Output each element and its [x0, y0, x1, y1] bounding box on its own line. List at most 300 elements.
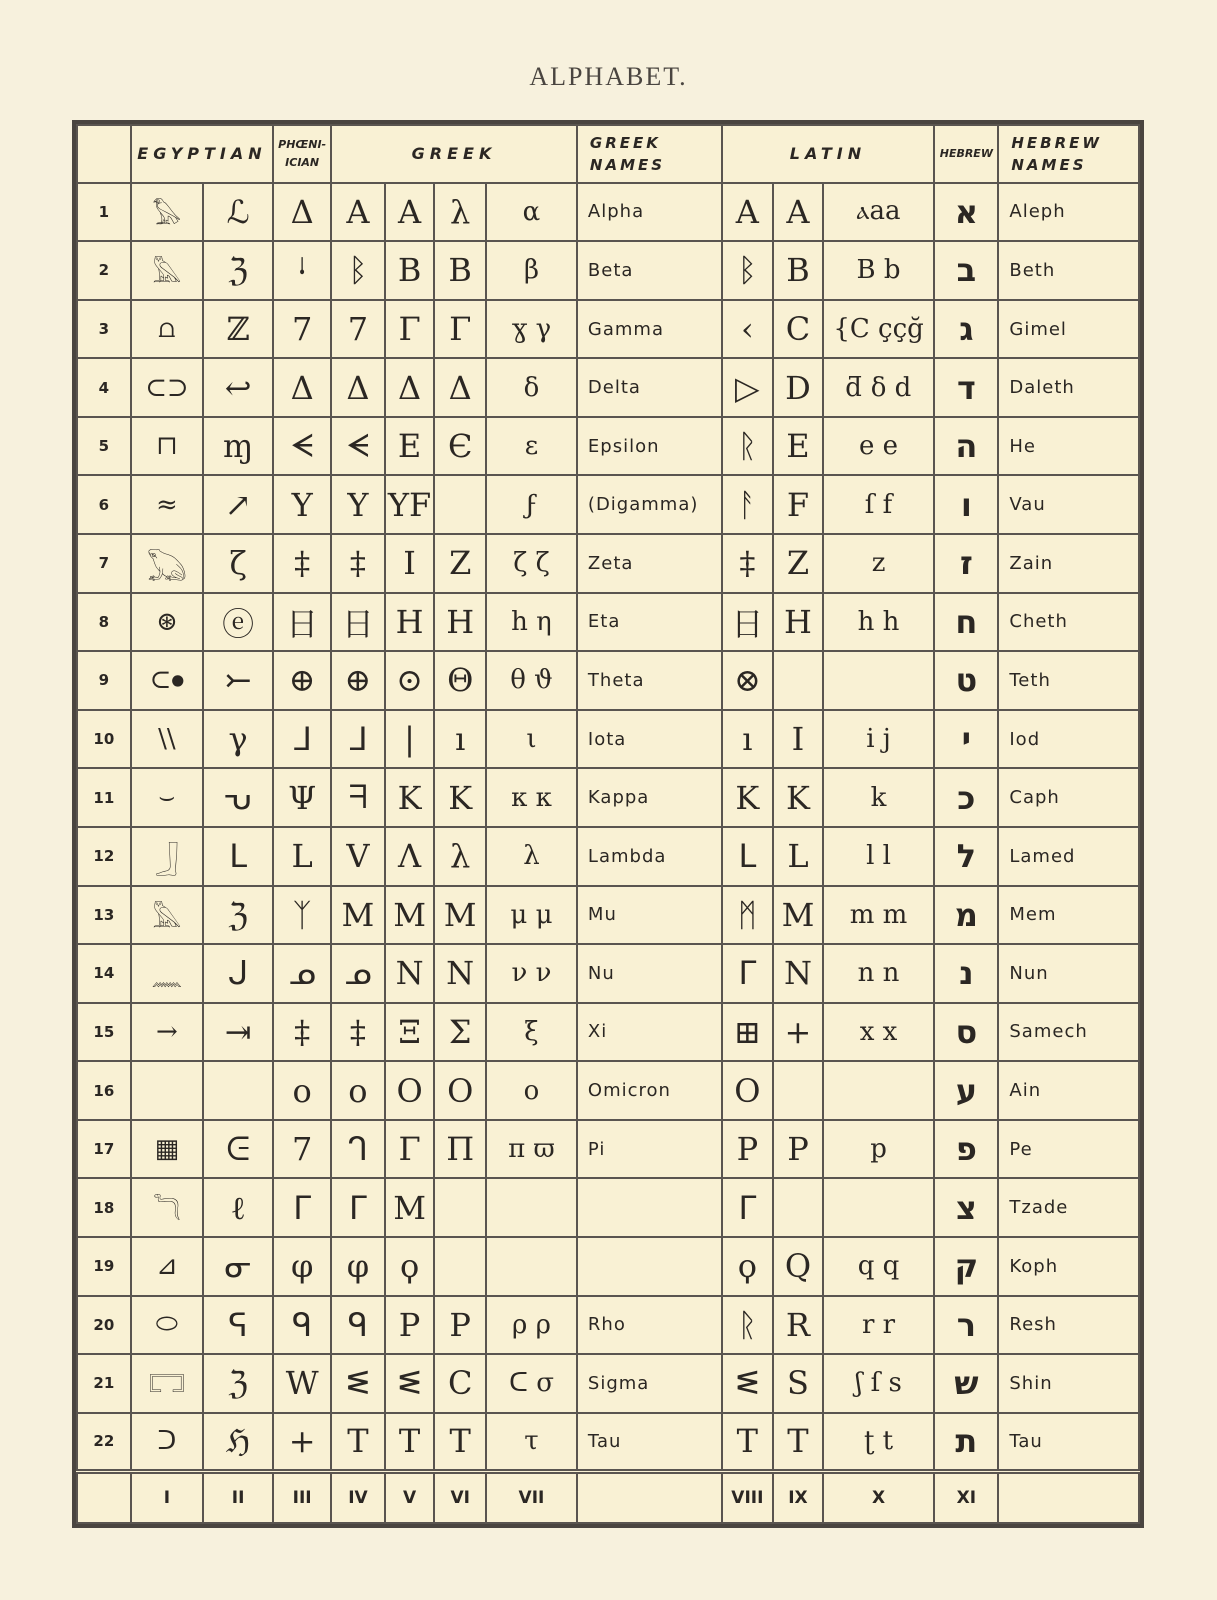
greek-letter-v: ⊙ — [385, 651, 435, 710]
hebrew-name: Resh — [998, 1296, 1139, 1355]
greek-letter-vi: O — [434, 1061, 486, 1120]
greek-letter-v: ᓬ — [385, 1354, 435, 1413]
latin-letter-ix: Q — [773, 1237, 823, 1296]
hebrew-letter: ק — [934, 1237, 998, 1296]
latin-letter-ix: Z — [773, 534, 823, 593]
row-number: 2 — [77, 241, 131, 300]
greek-letter-vii: μ μ — [486, 886, 577, 945]
latin-letter-x: k — [823, 768, 935, 827]
egyptian-hieroglyph: ⌣ — [131, 768, 203, 827]
latin-letter-viii: ᛒ — [722, 241, 774, 300]
latin-letter-ix: N — [773, 944, 823, 1003]
column-numeral: IX — [773, 1471, 823, 1523]
greek-letter-iv: ᒉ — [331, 1120, 385, 1179]
table-row — [77, 651, 1139, 710]
hebrew-name: Cheth — [998, 593, 1139, 652]
greek-letter-vi: Є — [434, 417, 486, 476]
egyptian-hieratic: ℨ — [203, 1354, 273, 1413]
column-numeral: III — [273, 1471, 331, 1523]
egyptian-hieroglyph: ⊂⦁ — [131, 651, 203, 710]
hebrew-letter: ה — [934, 417, 998, 476]
greek-letter-vii: ι — [486, 710, 577, 769]
latin-letter-x: p — [823, 1120, 935, 1179]
greek-name: Iota — [577, 710, 722, 769]
egyptian-hieroglyph: 𓆓 — [131, 1178, 203, 1237]
greek-letter-iv: ᗕ — [331, 417, 385, 476]
latin-letter-ix — [773, 651, 823, 710]
phoenician-letter: ᗕ — [273, 417, 331, 476]
greek-name: Gamma — [577, 300, 722, 359]
greek-letter-v: B — [385, 241, 435, 300]
greek-letter-iv: 7 — [331, 300, 385, 359]
egyptian-hieroglyph: \\ — [131, 710, 203, 769]
latin-letter-viii: 日 — [722, 593, 774, 652]
greek-letter-vii — [486, 1237, 577, 1296]
header-hebrew: HEBREW — [934, 125, 998, 183]
latin-letter-viii: ⊗ — [722, 651, 774, 710]
greek-letter-vi: P — [434, 1296, 486, 1355]
greek-letter-iv: ᒧ — [331, 710, 385, 769]
greek-letter-iv: ‡ — [331, 1003, 385, 1062]
hebrew-letter: א — [934, 183, 998, 242]
alphabet-table — [76, 124, 1140, 1524]
greek-letter-vii: δ — [486, 358, 577, 417]
greek-letter-vii: ν ν — [486, 944, 577, 1003]
phoenician-letter: 7 — [273, 300, 331, 359]
latin-letter-viii: T — [722, 1413, 774, 1472]
phoenician-letter: + — [273, 1413, 331, 1472]
greek-name: Xi — [577, 1003, 722, 1062]
egyptian-hieratic — [203, 1061, 273, 1120]
hebrew-letter: מ — [934, 886, 998, 945]
phoenician-letter: W — [273, 1354, 331, 1413]
greek-letter-iv: Δ — [331, 358, 385, 417]
hebrew-letter: ג — [934, 300, 998, 359]
alphabet-table-frame — [72, 120, 1144, 1528]
egyptian-hieroglyph: ⊓ — [131, 417, 203, 476]
greek-letter-vi: M — [434, 886, 486, 945]
greek-name: Kappa — [577, 768, 722, 827]
latin-letter-viii: ⊞ — [722, 1003, 774, 1062]
egyptian-hieroglyph — [131, 1061, 203, 1120]
hebrew-letter: ח — [934, 593, 998, 652]
egyptian-hieratic: ⇥ — [203, 1003, 273, 1062]
row-number: 1 — [77, 183, 131, 242]
egyptian-hieroglyph: ⊂⊃ — [131, 358, 203, 417]
hebrew-name: Mem — [998, 886, 1139, 945]
row-number: 14 — [77, 944, 131, 1003]
phoenician-letter: 日 — [273, 593, 331, 652]
latin-letter-viii: ᒪ — [722, 827, 774, 886]
egyptian-hieroglyph: ≈ — [131, 475, 203, 534]
header-greek: GREEK — [331, 125, 577, 183]
table-row — [77, 827, 1139, 886]
hebrew-letter: פ — [934, 1120, 998, 1179]
egyptian-hieroglyph: 𓈖 — [131, 944, 203, 1003]
greek-letter-iv: ᒥ — [331, 1178, 385, 1237]
table-row — [77, 358, 1139, 417]
latin-letter-viii: ᓬ — [722, 1354, 774, 1413]
egyptian-hieratic: ⓔ — [203, 593, 273, 652]
latin-letter-x: ſ f — [823, 475, 935, 534]
table-row — [77, 944, 1139, 1003]
latin-letter-viii: ‹ — [722, 300, 774, 359]
page-title: ALPHABET. — [529, 62, 688, 91]
egyptian-hieratic: γ — [203, 710, 273, 769]
greek-letter-iv: V — [331, 827, 385, 886]
row-number: 19 — [77, 1237, 131, 1296]
hebrew-name: Samech — [998, 1003, 1139, 1062]
latin-letter-x: x x — [823, 1003, 935, 1062]
egyptian-hieroglyph: → — [131, 1003, 203, 1062]
egyptian-hieratic: ᓂ — [203, 1237, 273, 1296]
row-number: 11 — [77, 768, 131, 827]
greek-name: Omicron — [577, 1061, 722, 1120]
row-number: 15 — [77, 1003, 131, 1062]
greek-letter-vii: h η — [486, 593, 577, 652]
egyptian-hieroglyph: ⩍ — [131, 300, 203, 359]
hebrew-name: Tau — [998, 1413, 1139, 1472]
hebrew-name: Tzade — [998, 1178, 1139, 1237]
greek-letter-vii: θ ϑ — [486, 651, 577, 710]
greek-letter-vi: ı — [434, 710, 486, 769]
greek-name: Sigma — [577, 1354, 722, 1413]
egyptian-hieratic: ↩ — [203, 358, 273, 417]
table-row — [77, 475, 1139, 534]
header-hebrew-names-line1: HEBREW — [1011, 133, 1102, 152]
row-number: 22 — [77, 1413, 131, 1472]
table-row — [77, 534, 1139, 593]
greek-letter-vi — [434, 1178, 486, 1237]
egyptian-hieratic: ⤚ — [203, 651, 273, 710]
greek-letter-vii: α — [486, 183, 577, 242]
greek-name: Zeta — [577, 534, 722, 593]
hebrew-name: He — [998, 417, 1139, 476]
greek-letter-vii: ɣ γ — [486, 300, 577, 359]
phoenician-letter: ᓄ — [273, 944, 331, 1003]
latin-letter-ix: H — [773, 593, 823, 652]
table-row — [77, 1296, 1139, 1355]
column-numeral — [998, 1471, 1139, 1523]
hebrew-letter: צ — [934, 1178, 998, 1237]
phoenician-letter: ‡ — [273, 534, 331, 593]
hebrew-letter: ר — [934, 1296, 998, 1355]
egyptian-hieroglyph: ⊛ — [131, 593, 203, 652]
latin-letter-viii: ᒥ — [722, 1178, 774, 1237]
hebrew-name: Daleth — [998, 358, 1139, 417]
greek-letter-v: K — [385, 768, 435, 827]
greek-letter-vii: τ — [486, 1413, 577, 1472]
header-hebrew-names — [998, 125, 1139, 183]
row-number: 6 — [77, 475, 131, 534]
latin-letter-ix: A — [773, 183, 823, 242]
phoenician-letter: ᒥ — [273, 1178, 331, 1237]
egyptian-hieroglyph: ⬭ — [131, 1296, 203, 1355]
greek-name: Nu — [577, 944, 722, 1003]
hebrew-letter: ט — [934, 651, 998, 710]
header-num — [77, 125, 131, 183]
greek-letter-vi — [434, 1237, 486, 1296]
header-egyptian: EGYPTIAN — [131, 125, 274, 183]
latin-letter-x: ⲁaa — [823, 183, 935, 242]
column-numeral: V — [385, 1471, 435, 1523]
header-row — [77, 125, 1139, 183]
greek-letter-v: Γ — [385, 300, 435, 359]
row-number: 13 — [77, 886, 131, 945]
phoenician-letter: 7 — [273, 1120, 331, 1179]
phoenician-letter: o — [273, 1061, 331, 1120]
egyptian-hieroglyph: 𓆏 — [131, 534, 203, 593]
greek-letter-v: Ξ — [385, 1003, 435, 1062]
latin-letter-ix: E — [773, 417, 823, 476]
greek-letter-vi: T — [434, 1413, 486, 1472]
greek-letter-vi: B — [434, 241, 486, 300]
greek-letter-vi: Γ — [434, 300, 486, 359]
egyptian-hieratic: ℌ — [203, 1413, 273, 1472]
footer-row — [77, 1471, 1139, 1523]
greek-letter-vi: Θ — [434, 651, 486, 710]
egyptian-hieroglyph: 𓅓 — [131, 241, 203, 300]
row-number: 17 — [77, 1120, 131, 1179]
latin-letter-x: q q — [823, 1237, 935, 1296]
phoenician-letter: φ — [273, 1237, 331, 1296]
table-row — [77, 593, 1139, 652]
latin-letter-viii: A — [722, 183, 774, 242]
greek-letter-vii: π ϖ — [486, 1120, 577, 1179]
hebrew-name: Lamed — [998, 827, 1139, 886]
column-numeral — [577, 1471, 722, 1523]
hebrew-name: Koph — [998, 1237, 1139, 1296]
greek-letter-vi — [434, 475, 486, 534]
phoenician-letter: ᒧ — [273, 710, 331, 769]
table-row — [77, 1003, 1139, 1062]
hebrew-name: Iod — [998, 710, 1139, 769]
greek-letter-v: N — [385, 944, 435, 1003]
table-row — [77, 241, 1139, 300]
egyptian-hieratic: ℓ — [203, 1178, 273, 1237]
row-number: 3 — [77, 300, 131, 359]
hebrew-name: Caph — [998, 768, 1139, 827]
row-number: 21 — [77, 1354, 131, 1413]
egyptian-hieroglyph: ᑐ — [131, 1413, 203, 1472]
row-number: 9 — [77, 651, 131, 710]
greek-name: Rho — [577, 1296, 722, 1355]
column-numeral: VII — [486, 1471, 577, 1523]
egyptian-hieratic: ɱ — [203, 417, 273, 476]
column-numeral: VIII — [722, 1471, 774, 1523]
table-row — [77, 710, 1139, 769]
egyptian-hieratic: ↗ — [203, 475, 273, 534]
header-hebrew-names-line2: NAMES — [1011, 155, 1087, 174]
row-number: 20 — [77, 1296, 131, 1355]
latin-letter-viii: ▷ — [722, 358, 774, 417]
egyptian-hieroglyph: ⊿ — [131, 1237, 203, 1296]
hebrew-letter: ו — [934, 475, 998, 534]
greek-letter-iv: ᛒ — [331, 241, 385, 300]
header-phoenician-line2: ICIAN — [285, 155, 320, 169]
phoenician-letter: L — [273, 827, 331, 886]
table-row — [77, 1237, 1139, 1296]
latin-letter-viii: ᚨ — [722, 475, 774, 534]
greek-letter-v: O — [385, 1061, 435, 1120]
latin-letter-x: ƌ δ d — [823, 358, 935, 417]
latin-letter-x: h h — [823, 593, 935, 652]
phoenician-letter: ᛉ — [273, 886, 331, 945]
greek-letter-v: I — [385, 534, 435, 593]
greek-letter-iv: ᑫ — [331, 1296, 385, 1355]
hebrew-letter: ש — [934, 1354, 998, 1413]
phoenician-letter: ᑫ — [273, 1296, 331, 1355]
hebrew-letter: י — [934, 710, 998, 769]
hebrew-name: Shin — [998, 1354, 1139, 1413]
hebrew-letter: ת — [934, 1413, 998, 1472]
greek-letter-v: ϙ — [385, 1237, 435, 1296]
greek-letter-iv: ᖷ — [331, 768, 385, 827]
greek-letter-iv: A — [331, 183, 385, 242]
phoenician-letter: Δ — [273, 183, 331, 242]
greek-letter-v: M — [385, 1178, 435, 1237]
hebrew-name: Teth — [998, 651, 1139, 710]
egyptian-hieroglyph: 𓅓 — [131, 886, 203, 945]
greek-name — [577, 1178, 722, 1237]
latin-letter-viii: P — [722, 1120, 774, 1179]
greek-letter-vi: Z — [434, 534, 486, 593]
greek-letter-iv: φ — [331, 1237, 385, 1296]
latin-letter-viii: ϙ — [722, 1237, 774, 1296]
latin-letter-viii: ᛗ — [722, 886, 774, 945]
row-number: 10 — [77, 710, 131, 769]
latin-letter-viii: K — [722, 768, 774, 827]
table-row — [77, 183, 1139, 242]
header-greek-names — [577, 125, 722, 183]
column-numeral: X — [823, 1471, 935, 1523]
hebrew-letter: כ — [934, 768, 998, 827]
table-row — [77, 1178, 1139, 1237]
table-row — [77, 886, 1139, 945]
table-body — [77, 125, 1139, 1523]
phoenician-letter: Ψ — [273, 768, 331, 827]
latin-letter-viii: O — [722, 1061, 774, 1120]
latin-letter-ix: R — [773, 1296, 823, 1355]
greek-letter-vi: N — [434, 944, 486, 1003]
latin-letter-viii: ᚱ — [722, 417, 774, 476]
egyptian-hieroglyph: 𓃀 — [131, 827, 203, 886]
hebrew-name: Gimel — [998, 300, 1139, 359]
hebrew-name: Pe — [998, 1120, 1139, 1179]
greek-name — [577, 1237, 722, 1296]
greek-letter-vi: K — [434, 768, 486, 827]
greek-name: Tau — [577, 1413, 722, 1472]
table-row — [77, 1120, 1139, 1179]
egyptian-hieratic: ℨ — [203, 241, 273, 300]
greek-letter-iv: T — [331, 1413, 385, 1472]
latin-letter-viii: ᚱ — [722, 1296, 774, 1355]
greek-letter-vii: ϝ — [486, 475, 577, 534]
greek-letter-iv: M — [331, 886, 385, 945]
latin-letter-ix: F — [773, 475, 823, 534]
greek-letter-vi: λ — [434, 183, 486, 242]
greek-letter-vi: Σ — [434, 1003, 486, 1062]
latin-letter-ix: C — [773, 300, 823, 359]
hebrew-letter: ב — [934, 241, 998, 300]
hebrew-letter: ס — [934, 1003, 998, 1062]
column-numeral: VI — [434, 1471, 486, 1523]
column-numeral — [77, 1471, 131, 1523]
greek-letter-vii: κ κ — [486, 768, 577, 827]
greek-name: Delta — [577, 358, 722, 417]
greek-letter-vii: ε — [486, 417, 577, 476]
hebrew-name: Vau — [998, 475, 1139, 534]
greek-letter-v: Γ — [385, 1120, 435, 1179]
egyptian-hieratic: ℨ — [203, 886, 273, 945]
hebrew-letter: ע — [934, 1061, 998, 1120]
greek-name: Alpha — [577, 183, 722, 242]
greek-letter-iv: Y — [331, 475, 385, 534]
greek-letter-iv: ⊕ — [331, 651, 385, 710]
row-number: 4 — [77, 358, 131, 417]
table-row — [77, 417, 1139, 476]
egyptian-hieratic: ℒ — [203, 183, 273, 242]
latin-letter-ix: B — [773, 241, 823, 300]
greek-letter-v: Δ — [385, 358, 435, 417]
greek-letter-v: Λ — [385, 827, 435, 886]
greek-letter-v: A — [385, 183, 435, 242]
hebrew-name: Zain — [998, 534, 1139, 593]
header-phoenician — [273, 125, 331, 183]
greek-letter-vii: ρ ρ — [486, 1296, 577, 1355]
phoenician-letter: Δ — [273, 358, 331, 417]
greek-letter-v: P — [385, 1296, 435, 1355]
latin-letter-ix: I — [773, 710, 823, 769]
greek-name: Beta — [577, 241, 722, 300]
latin-letter-x — [823, 1178, 935, 1237]
latin-letter-x — [823, 1061, 935, 1120]
latin-letter-x: e e — [823, 417, 935, 476]
latin-letter-ix: P — [773, 1120, 823, 1179]
egyptian-hieroglyph: 𓅃 — [131, 183, 203, 242]
latin-letter-ix: D — [773, 358, 823, 417]
latin-letter-x — [823, 651, 935, 710]
greek-name: Pi — [577, 1120, 722, 1179]
greek-letter-vii: ζ ζ — [486, 534, 577, 593]
hebrew-name: Ain — [998, 1061, 1139, 1120]
egyptian-hieratic: ᕃ — [203, 768, 273, 827]
greek-letter-vii: β — [486, 241, 577, 300]
row-number: 5 — [77, 417, 131, 476]
latin-letter-x: {C ççğ — [823, 300, 935, 359]
egyptian-hieratic: ᒪ — [203, 827, 273, 886]
egyptian-hieratic: ℤ — [203, 300, 273, 359]
row-number: 8 — [77, 593, 131, 652]
latin-letter-ix: L — [773, 827, 823, 886]
table-row — [77, 768, 1139, 827]
greek-letter-v: YF — [385, 475, 435, 534]
header-latin: LATIN — [722, 125, 935, 183]
column-numeral: IV — [331, 1471, 385, 1523]
latin-letter-ix — [773, 1061, 823, 1120]
greek-letter-iv: 日 — [331, 593, 385, 652]
greek-letter-v: H — [385, 593, 435, 652]
header-greek-names-line1: GREEK — [589, 133, 661, 152]
greek-letter-iv: ᓬ — [331, 1354, 385, 1413]
greek-letter-vii: λ — [486, 827, 577, 886]
greek-name: Epsilon — [577, 417, 722, 476]
greek-name: (Digamma) — [577, 475, 722, 534]
egyptian-hieratic: ζ — [203, 534, 273, 593]
latin-letter-x: B b — [823, 241, 935, 300]
egyptian-hieroglyph: ▦ — [131, 1120, 203, 1179]
greek-letter-iv: o — [331, 1061, 385, 1120]
